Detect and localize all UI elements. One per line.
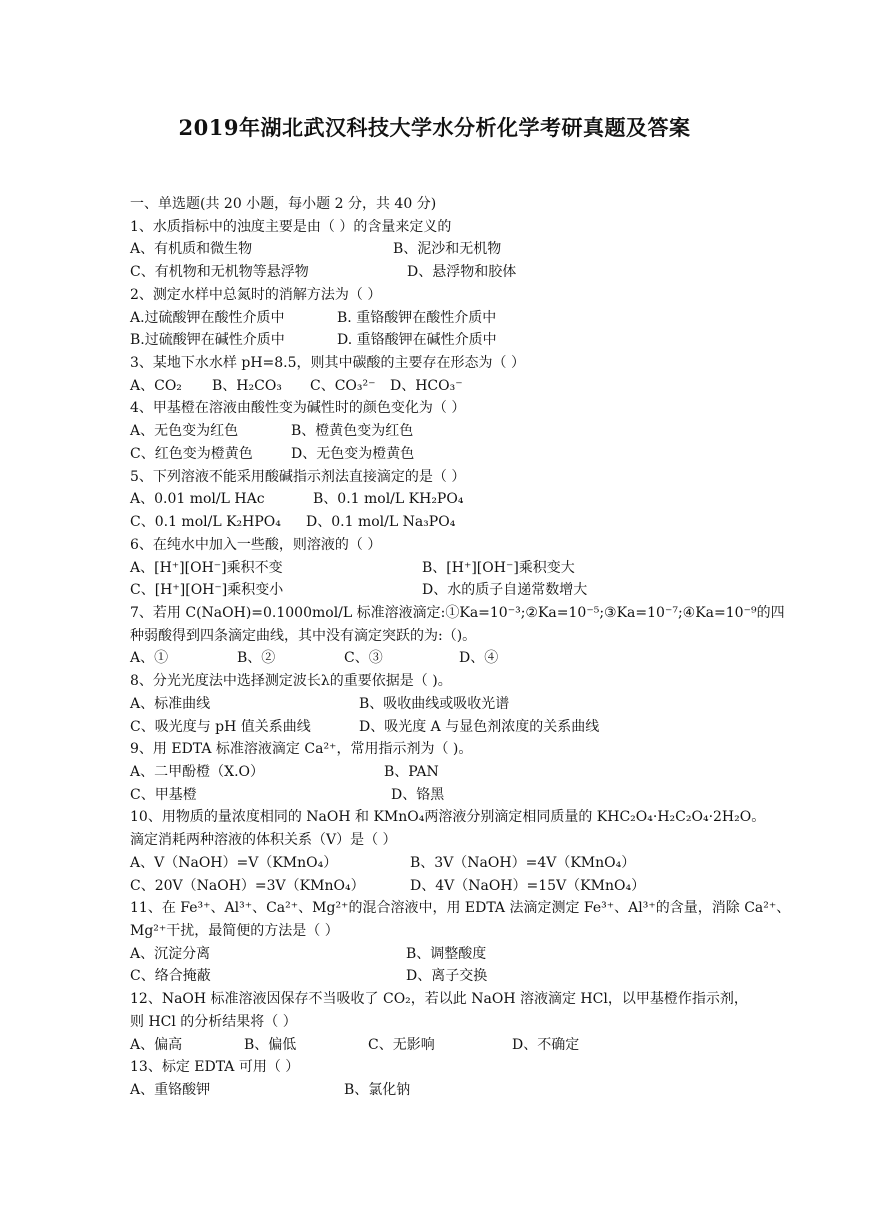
- option-choice: B、橙黄色变为红色: [291, 423, 414, 440]
- option-choice: B、调整酸度: [406, 945, 487, 962]
- option-choice: D、水的质子自递常数增大: [422, 582, 588, 599]
- option-choice: D、4V（NaOH）=15V（KMnO₄）: [410, 877, 646, 894]
- option-choice: A、重铬酸钾: [130, 1082, 211, 1099]
- option-choice: B、吸收曲线或吸收光谱: [359, 695, 510, 712]
- question-text: 滴定消耗两种溶液的体积关系（V）是（ ）: [130, 832, 397, 849]
- option-row: [130, 761, 740, 784]
- question-text: 7、若用 C(NaOH)=0.1000mol/L 标准溶液滴定:①Ka=10⁻³;②Ka=10⁻⁵;③Ka=10⁻⁷;④Ka=10⁻⁹的四: [130, 604, 785, 621]
- option-row: [130, 647, 740, 670]
- option-row: [130, 579, 740, 602]
- option-choice: A、无色变为红色: [130, 423, 239, 440]
- option-choice: B、0.1 mol/L KH₂PO₄: [313, 491, 464, 508]
- option-choice: A、沉淀分离: [130, 945, 211, 962]
- option-choice: B、PAN: [384, 763, 439, 780]
- option-choice: D、0.1 mol/L Na₃PO₄: [306, 514, 456, 531]
- option-choice: C、0.1 mol/L K₂HPO₄: [130, 514, 281, 531]
- option-row: [130, 238, 740, 261]
- option-row: [130, 261, 740, 284]
- option-choice: A、有机质和微生物: [130, 241, 253, 258]
- option-choice: D、不确定: [512, 1036, 580, 1053]
- option-choice: C、络合掩蔽: [130, 968, 211, 985]
- option-choice: A、V（NaOH）=V（KMnO₄）: [130, 854, 338, 871]
- option-choice: C、无影响: [368, 1036, 435, 1053]
- option-choice: A、偏高: [130, 1036, 183, 1053]
- option-row: [130, 943, 740, 966]
- option-choice: A.过硫酸钾在酸性介质中: [130, 309, 285, 326]
- option-choice: C、CO₃²⁻: [310, 377, 376, 394]
- question-text: 5、下列溶液不能采用酸碱指示剂法直接滴定的是（ ）: [130, 468, 466, 485]
- question-text: Mg²⁺干扰，最简便的方法是（ ）: [130, 923, 339, 939]
- option-row: [130, 511, 740, 534]
- option-row: [130, 693, 740, 716]
- option-choice: C、有机物和无机物等悬浮物: [130, 264, 309, 281]
- option-choice: D、吸光度 A 与显色剂浓度的关系曲线: [359, 718, 600, 735]
- document-title: 2019年湖北武汉科技大学水分析化学考研真题及答案: [178, 115, 691, 140]
- option-row: [130, 716, 740, 739]
- question-text: 11、在 Fe³⁺、Al³⁺、Ca²⁺、Mg²⁺的混合溶液中，用 EDTA 法滴定测定 Fe³⁺、Al³⁺的含量，消除 Ca²⁺、: [130, 900, 791, 917]
- question-text: 则 HCl 的分析结果将（ ）: [130, 1013, 297, 1030]
- option-choice: B、偏低: [244, 1036, 297, 1053]
- option-row: [130, 557, 740, 580]
- question-text: 4、甲基橙在溶液由酸性变为碱性时的颜色变化为（ ）: [130, 400, 466, 417]
- option-choice: B.过硫酸钾在碱性介质中: [130, 332, 285, 349]
- option-row: [130, 875, 740, 898]
- option-choice: A、①: [130, 650, 169, 667]
- option-choice: D、④: [459, 650, 499, 667]
- option-choice: B、3V（NaOH）=4V（KMnO₄）: [410, 854, 636, 871]
- option-choice: C、甲基橙: [130, 786, 197, 803]
- question-text: 12、NaOH 标准溶液因保存不当吸收了 CO₂，若以此 NaOH 溶液滴定 HCl，以甲基橙作指示剂，: [130, 991, 748, 1008]
- option-choice: C、红色变为橙黄色: [130, 445, 253, 462]
- option-choice: C、20V（NaOH）=3V（KMnO₄）: [130, 877, 365, 894]
- option-choice: B、氯化钠: [344, 1082, 411, 1099]
- option-row: [130, 375, 740, 398]
- question-text: 13、标定 EDTA 可用（ ）: [130, 1059, 300, 1076]
- question-list: [130, 193, 791, 1102]
- option-row: [130, 1034, 740, 1057]
- question-text: 3、某地下水水样 pH=8.5，则其中碳酸的主要存在形态为（ ）: [130, 355, 525, 372]
- question-text: 6、在纯水中加入一些酸，则溶液的（ ）: [130, 536, 382, 553]
- lines-container: [130, 216, 791, 1102]
- option-choice: D、无色变为橙黄色: [291, 445, 415, 462]
- option-row: [130, 1079, 740, 1102]
- option-row: [130, 852, 740, 875]
- option-choice: B. 重铬酸钾在酸性介质中: [337, 309, 497, 326]
- option-choice: D、悬浮物和胶体: [407, 264, 517, 281]
- option-row: [130, 307, 740, 330]
- section-heading: 一、单选题(共 20 小题，每小题 2 分，共 40 分): [130, 196, 437, 212]
- option-choice: A、CO₂: [130, 377, 182, 394]
- option-choice: D、离子交换: [406, 968, 488, 985]
- option-choice: A、0.01 mol/L HAc: [130, 491, 265, 508]
- question-text: 8、分光光度法中选择测定波长λ的重要依据是（ )。: [130, 673, 452, 690]
- option-choice: C、吸光度与 pH 值关系曲线: [130, 718, 311, 735]
- option-choice: A、二甲酚橙（X.O）: [130, 763, 265, 780]
- option-choice: C、③: [344, 650, 383, 667]
- option-choice: A、[H⁺][OH⁻]乘积不变: [130, 559, 283, 576]
- question-text: 10、用物质的量浓度相同的 NaOH 和 KMnO₄两溶液分别滴定相同质量的 KHC₂O₄·H₂C₂O₄·2H₂O。: [130, 809, 766, 826]
- option-row: [130, 488, 740, 511]
- option-choice: D、HCO₃⁻: [390, 377, 463, 394]
- option-choice: D. 重铬酸钾在碱性介质中: [337, 332, 497, 349]
- question-text: 1、水质指标中的浊度主要是由（ ）的含量来定义的: [130, 218, 452, 235]
- option-choice: B、[H⁺][OH⁻]乘积变大: [422, 559, 575, 576]
- option-row: [130, 329, 740, 352]
- option-choice: B、②: [237, 650, 276, 667]
- option-choice: B、H₂CO₃: [212, 377, 282, 394]
- option-row: [130, 420, 740, 443]
- option-row: [130, 784, 740, 807]
- option-row: [130, 965, 740, 988]
- question-text: 种弱酸得到四条滴定曲线，其中没有滴定突跃的为:（)。: [130, 627, 477, 644]
- option-choice: D、铬黑: [391, 786, 445, 803]
- option-choice: A、标准曲线: [130, 695, 211, 712]
- question-text: 2、测定水样中总氮时的消解方法为（ ）: [130, 286, 382, 303]
- option-row: [130, 443, 740, 466]
- option-choice: B、泥沙和无机物: [393, 241, 502, 258]
- option-choice: C、[H⁺][OH⁻]乘积变小: [130, 582, 284, 599]
- question-text: 9、用 EDTA 标准溶液滴定 Ca²⁺，常用指示剂为（ )。: [130, 741, 473, 758]
